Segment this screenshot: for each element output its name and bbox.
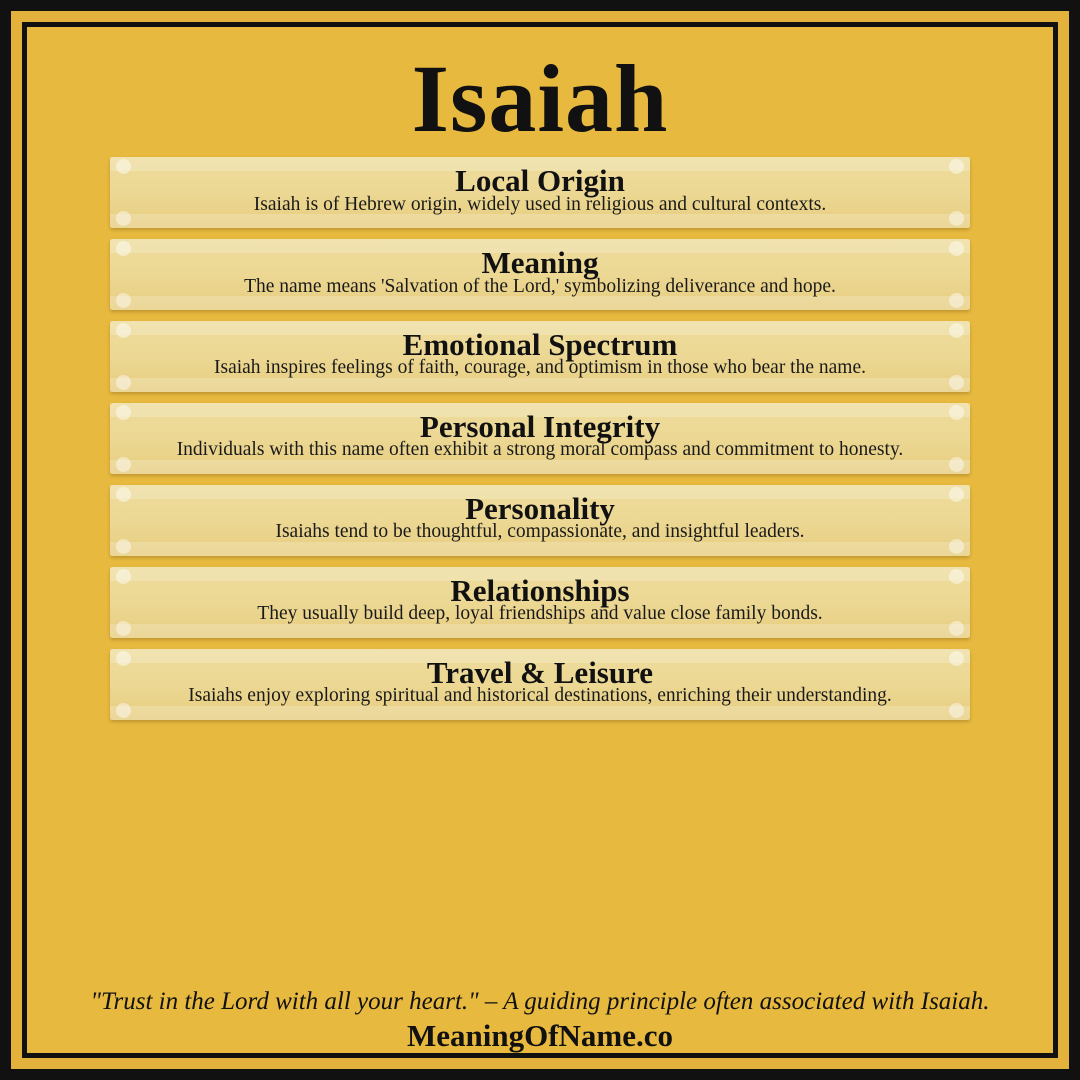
notch-icon: [949, 457, 964, 472]
notch-icon: [116, 293, 131, 308]
section-heading: Personal Integrity: [419, 408, 661, 444]
section-text: Isaiahs enjoy exploring spiritual and historical destinations, enriching their understanding.: [188, 685, 892, 707]
section-card-local-origin: [110, 157, 970, 228]
notch-icon: [949, 241, 964, 256]
section-card-personal-integrity: [110, 403, 970, 474]
sections-list: [27, 157, 1053, 986]
notch-icon: [949, 293, 964, 308]
section-heading: Relationships: [450, 572, 630, 608]
notch-icon: [949, 651, 964, 666]
notch-icon: [116, 539, 131, 554]
footer-brand: MeaningOfName.co: [406, 1017, 674, 1053]
notch-icon: [949, 621, 964, 636]
notch-icon: [949, 405, 964, 420]
notch-icon: [949, 703, 964, 718]
notch-icon: [116, 405, 131, 420]
notch-icon: [116, 211, 131, 226]
section-heading: Personality: [465, 490, 615, 526]
notch-icon: [949, 323, 964, 338]
section-card-meaning: [110, 239, 970, 310]
section-card-emotional-spectrum: [110, 321, 970, 392]
notch-icon: [116, 375, 131, 390]
section-card-personality: [110, 485, 970, 556]
section-text: Isaiah is of Hebrew origin, widely used in religious and cultural contexts.: [253, 193, 827, 215]
notch-icon: [949, 487, 964, 502]
notch-icon: [116, 457, 131, 472]
notch-icon: [116, 323, 131, 338]
notch-icon: [949, 159, 964, 174]
notch-icon: [116, 569, 131, 584]
section-heading: Local Origin: [455, 163, 625, 198]
notch-icon: [949, 211, 964, 226]
section-heading: Meaning: [481, 244, 599, 280]
section-text: They usually build deep, loyal friendships and value close family bonds.: [257, 603, 823, 625]
poster-footer: [27, 986, 1053, 1053]
section-heading: Travel & Leisure: [426, 654, 654, 690]
section-text: Isaiah inspires feelings of faith, courage, and optimism in those who bear the name.: [214, 357, 866, 379]
notch-icon: [116, 651, 131, 666]
section-heading: Emotional Spectrum: [402, 326, 678, 362]
section-card-relationships: [110, 567, 970, 638]
notch-icon: [949, 375, 964, 390]
section-text: Individuals with this name often exhibit a strong moral compass and commitment to honesty.: [176, 439, 904, 461]
notch-icon: [116, 703, 131, 718]
notch-icon: [116, 487, 131, 502]
section-text: Isaiahs tend to be thoughtful, compassionate, and insightful leaders.: [275, 521, 805, 543]
notch-icon: [949, 569, 964, 584]
footer-quote: "Trust in the Lord with all your heart." – A guiding principle often associated with Isaiah.: [90, 988, 990, 1016]
notch-icon: [116, 241, 131, 256]
page-title: Isaiah: [411, 45, 669, 152]
notch-icon: [116, 621, 131, 636]
notch-icon: [949, 539, 964, 554]
section-text: The name means 'Salvation of the Lord,' symbolizing deliverance and hope.: [244, 275, 836, 297]
notch-icon: [116, 159, 131, 174]
poster-content: [27, 27, 1053, 1053]
section-card-travel-leisure: [110, 649, 970, 720]
